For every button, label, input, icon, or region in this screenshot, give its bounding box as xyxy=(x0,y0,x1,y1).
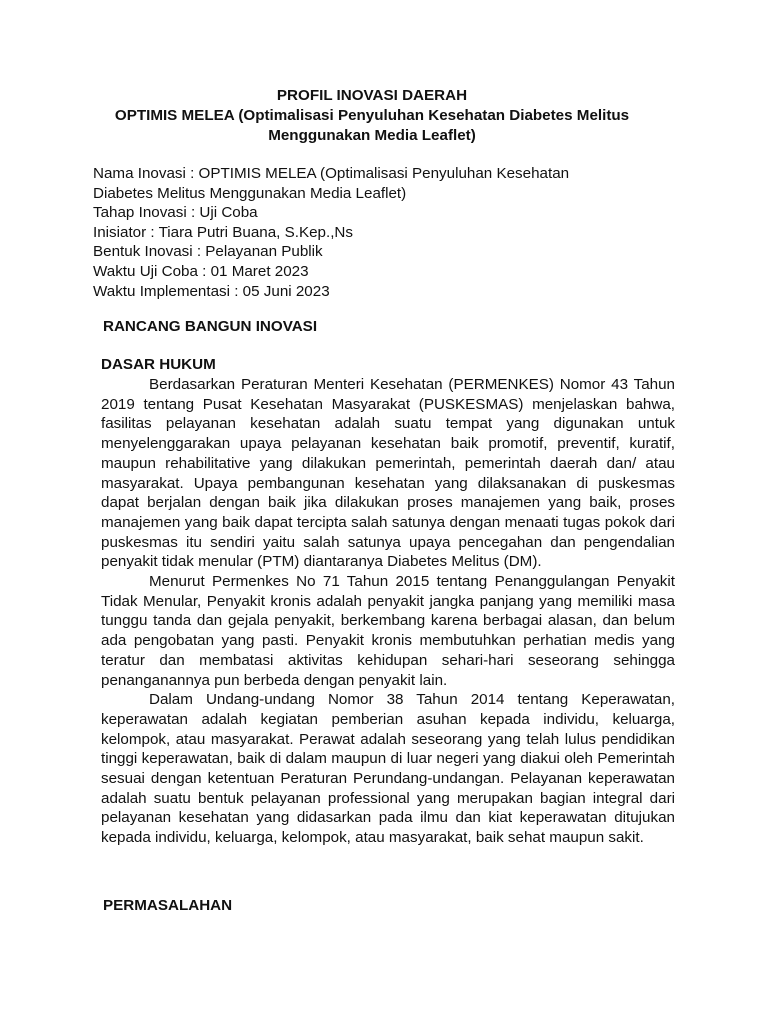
document-title xyxy=(0,86,744,146)
innovation-info xyxy=(93,164,683,301)
heading-permasalahan: PERMASALAHAN xyxy=(103,897,233,914)
dasar-hukum-body xyxy=(101,375,675,848)
info-tahap: Tahap Inovasi : Uji Coba xyxy=(93,204,258,222)
info-uji-coba: Waktu Uji Coba : 01 Maret 2023 xyxy=(93,262,309,280)
title-line-3: Menggunakan Media Leaflet) xyxy=(268,127,476,144)
title-line-2: OPTIMIS MELEA (Optimalisasi Penyuluhan Kesehatan Diabetes Melitus xyxy=(114,107,630,124)
info-implementasi: Waktu Implementasi : 05 Juni 2023 xyxy=(93,282,330,300)
info-nama-line-1: Nama Inovasi : OPTIMIS MELEA (Optimalisasi Penyuluhan Kesehatan xyxy=(93,165,570,182)
info-bentuk: Bentuk Inovasi : Pelayanan Publik xyxy=(93,243,323,261)
paragraph-1: Berdasarkan Peraturan Menteri Kesehatan (PERMENKES) Nomor 43 Tahun 2019 tentang Pusat Kesehatan Masyarakat (PUSKESMAS) menjelaskan bahwa, fasilitas pelayanan kesehatan adalah suatu tempat yang digunakan untuk menyelenggarakan upaya pelayanan kesehatan baik promotif, preventif, kuratif, maupun rehabilitative yang dilakukan pemerintah, pemerintah daerah dan/ atau masyarakat. Upaya pembangunan kesehatan yang dilaksanakan di puskesmas dapat berjalan dengan baik jika dilakukan proses manajemen yang baik, proses manajemen yang baik dapat tercipta salah satunya dengan menaati tugas pokok dari puskesmas itu sendiri yaitu salah satunya upaya pencegahan dan pengendalian penyakit tidak menular (PTM) diantaranya Diabetes Melitus (DM). xyxy=(101,376,675,571)
paragraph-3: Dalam Undang-undang Nomor 38 Tahun 2014 tentang Keperawatan, keperawatan adalah kegiatan pemberian asuhan kepada individu, keluarga, kelompok, atau masyarakat. Perawat adalah seseorang yang telah lulus pendidikan tinggi keperawatan, baik di dalam maupun di luar negeri yang diakui oleh Pemerintah sesuai dengan ketentuan Peraturan Perundang-undangan. Pelayanan keperawatan adalah suatu bentuk pelayanan professional yang merupakan bagian integral dari pelayanan kesehatan yang didasarkan pada ilmu dan kiat keperawatan ditujukan kepada individu, keluarga, kelompok, atau masyarakat, baik sehat maupun sakit. xyxy=(101,691,675,847)
paragraph-2: Menurut Permenkes No 71 Tahun 2015 tentang Penanggulangan Penyakit Tidak Menular, Penyakit kronis adalah penyakit jangka panjang yang memiliki masa tunggu tanda dan gejala penyakit, berkembang karena berbagai alasan, dan belum ada pengobatan yang pasti. Penyakit kronis membutuhkan perhatian medis yang teratur dan membatasi aktivitas kehidupan sehari-hari seseorang sehingga penanganannya pun berbeda dengan penyakit lain. xyxy=(101,573,675,689)
heading-dasar-hukum: DASAR HUKUM xyxy=(101,356,216,373)
info-inisiator: Inisiator : Tiara Putri Buana, S.Kep.,Ns xyxy=(93,223,353,241)
heading-rancang-bangun: RANCANG BANGUN INOVASI xyxy=(103,318,318,335)
title-line-1: PROFIL INOVASI DAERAH xyxy=(276,87,468,104)
info-nama-line-2: Diabetes Melitus Menggunakan Media Leaflet) xyxy=(93,184,407,202)
